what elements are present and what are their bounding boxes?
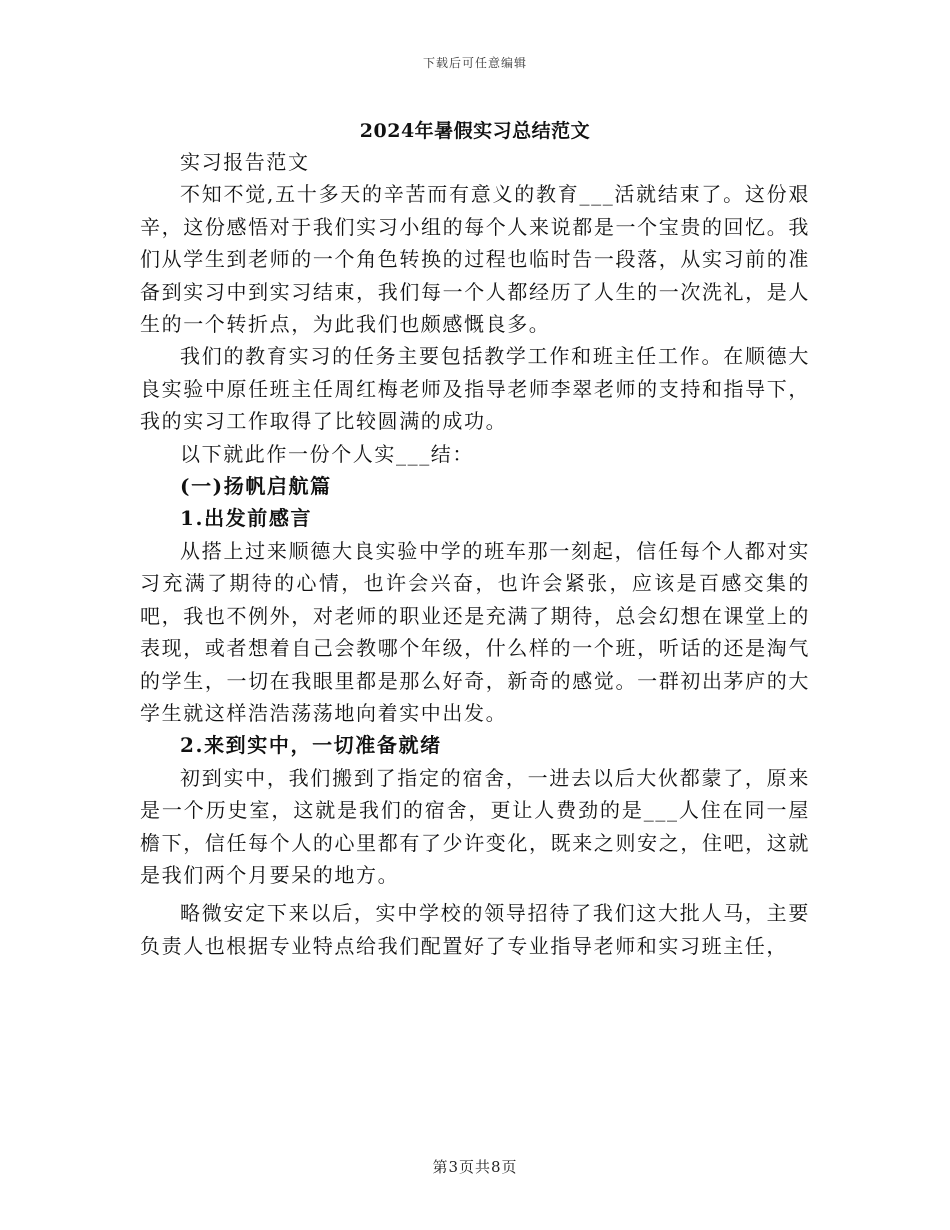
body-paragraph: 不知不觉,五十多天的辛苦而有意义的教育___活就结束了。这份艰辛，这份感悟对于我们实习小组的每个人来说都是一个宝贵的回忆。我们从学生到老师的一个角色转换的过程也临时告一段落，从实习前的准备到实习中到实习结束，我们每一个人都经历了人生的一次洗礼，是人生的一个转折点，为此我们也颇感慨良多。	[140, 182, 810, 337]
subsection-heading: 1.出发前感言	[180, 506, 313, 531]
document-title: 2024年暑假实习总结范文	[359, 120, 591, 142]
body-paragraph: 初到实中，我们搬到了指定的宿舍，一进去以后大伙都蒙了，原来是一个历史室，这就是我们的宿舍，更让人费劲的是___人住在同一屋檐下，信任每个人的心里都有了少许变化，既来之则安之，住吧，这就是我们两个月要呆的地方。	[140, 765, 810, 887]
section-heading: (一)扬帆启航篇	[180, 474, 332, 499]
body-paragraph: 以下就此作一份个人实___结：	[180, 441, 474, 466]
body-paragraph: 我们的教育实习的任务主要包括教学工作和班主任工作。在顺德大良实验中原任班主任周红梅老师及指导老师李翠老师的支持和指导下，我的实习工作取得了比较圆满的成功。	[140, 344, 810, 434]
body-paragraph: 从搭上过来顺德大良实验中学的班车那一刻起，信任每个人都对实习充满了期待的心情，也许会兴奋，也许会紧张，应该是百感交集的吧，我也不例外，对老师的职业还是充满了期待，总会幻想在课堂上的表现，或者想着自己会教哪个年级，什么样的一个班，听话的还是淘气的学生，一切在我眼里都是那么好奇，新奇的感觉。一群初出茅庐的大学生就这样浩浩荡荡地向着实中出发。	[140, 538, 810, 725]
subtitle-paragraph: 实习报告范文	[180, 150, 310, 174]
subsection-heading: 2.来到实中，一切准备就绪	[180, 733, 442, 758]
header-note: 下载后可任意编辑	[422, 56, 527, 70]
body-paragraph: 略微安定下来以后，实中学校的领导招待了我们这大批人马，主要负责人也根据专业特点给我们配置好了专业指导老师和实习班主任，	[140, 901, 810, 958]
document-body	[140, 146, 810, 962]
page-number: 第3页共8页	[432, 1158, 518, 1176]
